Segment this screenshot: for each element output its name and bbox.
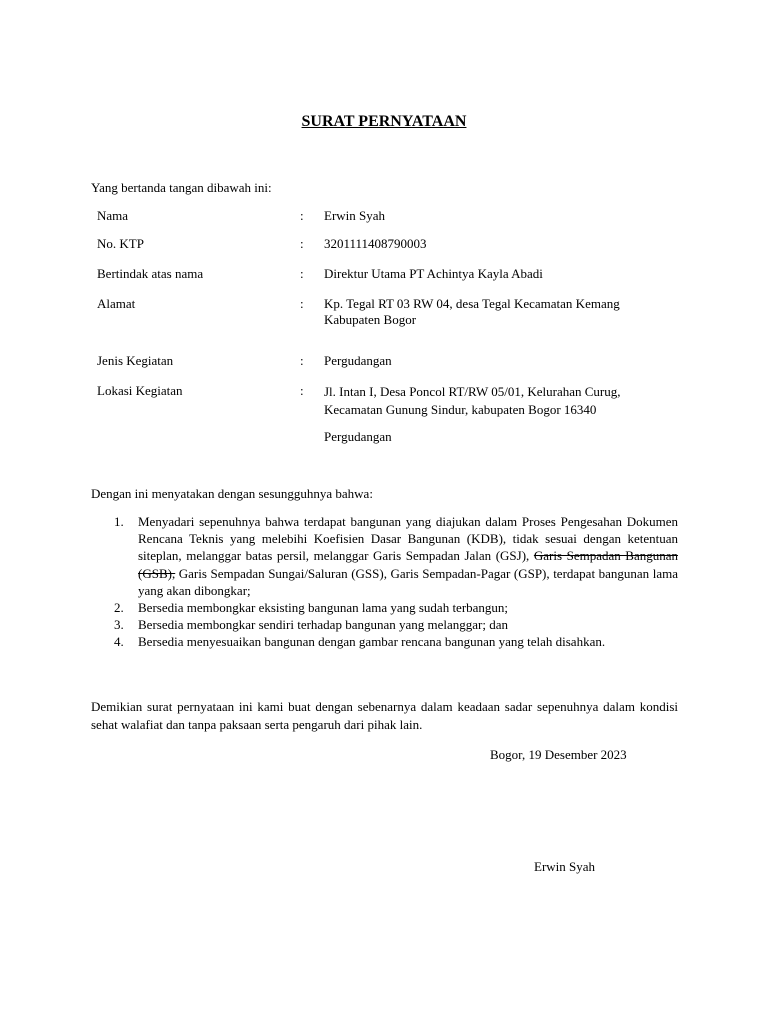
item-text: Bersedia menyesuaikan bangunan dengan gambar rencana bangunan yang telah disahkan.	[138, 634, 606, 650]
closing-paragraph: Demikian surat pernyataan ini kami buat dengan sebenarnya dalam keadaan sadar sepenuhnya dalam kondisi sehat walafiat dan tanpa paksaan serta pengaruh dari pihak lain.	[91, 699, 678, 732]
struck-text: Garis Sempadan Bangunan (GSB),	[138, 548, 679, 581]
intro-text: Yang bertanda tangan dibawah ini:	[91, 180, 272, 195]
field-separator: :	[300, 236, 304, 251]
field-value-line: Erwin Syah	[324, 208, 386, 223]
item-text: Bersedia membongkar sendiri terhadap bangunan yang melanggar; dan	[138, 617, 509, 633]
field-label: Jenis Kegiatan	[97, 353, 174, 368]
list-item	[138, 599, 678, 616]
declaration-text: Dengan ini menyatakan dengan sesungguhnya bahwa:	[91, 486, 373, 501]
field-value-extra: Pergudangan	[324, 429, 392, 444]
field-value-line: Jl. Intan I, Desa Poncol RT/RW 05/01, Kelurahan Curug,	[324, 384, 621, 399]
field-label: Lokasi Kegiatan	[97, 383, 183, 398]
field-value	[324, 208, 684, 224]
field-value	[324, 266, 684, 282]
field-value-line: Pergudangan	[324, 353, 392, 368]
field-separator: :	[300, 296, 304, 311]
field-separator: :	[300, 266, 304, 281]
field-value-line: Kecamatan Gunung Sindur, kabupaten Bogor 16340	[324, 401, 597, 417]
field-label: Bertindak atas nama	[97, 266, 204, 281]
list-item	[138, 616, 678, 633]
item-text: Garis Sempadan Sungai/Saluran (GSS), Garis Sempadan-Pagar (GSP), terdapat bangunan lama yang akan dibongkar;	[138, 565, 678, 598]
document-title: SURAT PERNYATAAN	[301, 113, 467, 130]
field-value-line: Kabupaten Bogor	[324, 312, 417, 327]
field-value	[324, 353, 684, 369]
place-date: Bogor, 19 Desember 2023	[490, 747, 627, 762]
field-label: No. KTP	[97, 236, 144, 251]
list-item	[138, 633, 678, 650]
field-label: Alamat	[97, 296, 136, 311]
field-separator: :	[300, 383, 304, 398]
signer-name: Erwin Syah	[534, 859, 596, 874]
field-value-line: 3201111408790003	[324, 236, 427, 251]
field-value	[324, 236, 684, 252]
field-value-line: Kp. Tegal RT 03 RW 04, desa Tegal Kecamatan Kemang	[324, 296, 620, 311]
field-separator: :	[300, 353, 304, 368]
field-value	[324, 296, 684, 328]
field-value	[324, 383, 684, 446]
statement-list	[91, 513, 678, 651]
field-value-line: Direktur Utama PT Achintya Kayla Abadi	[324, 266, 543, 281]
list-item	[138, 513, 678, 599]
item-text: Bersedia membongkar eksisting bangunan lama yang sudah terbangun;	[138, 600, 509, 616]
field-separator: :	[300, 208, 304, 223]
field-label: Nama	[97, 208, 129, 223]
item-text: Menyadari sepenuhnya bahwa terdapat bangunan yang diajukan dalam Proses Pengesahan Dokumen Rencana Teknis yang melebihi Koefisien Dasar Bangunan (KDB), tidak sesuai dengan ketentuan siteplan, melanggar batas persil, melanggar Garis Sempadan Jalan (GSJ),	[138, 514, 678, 564]
